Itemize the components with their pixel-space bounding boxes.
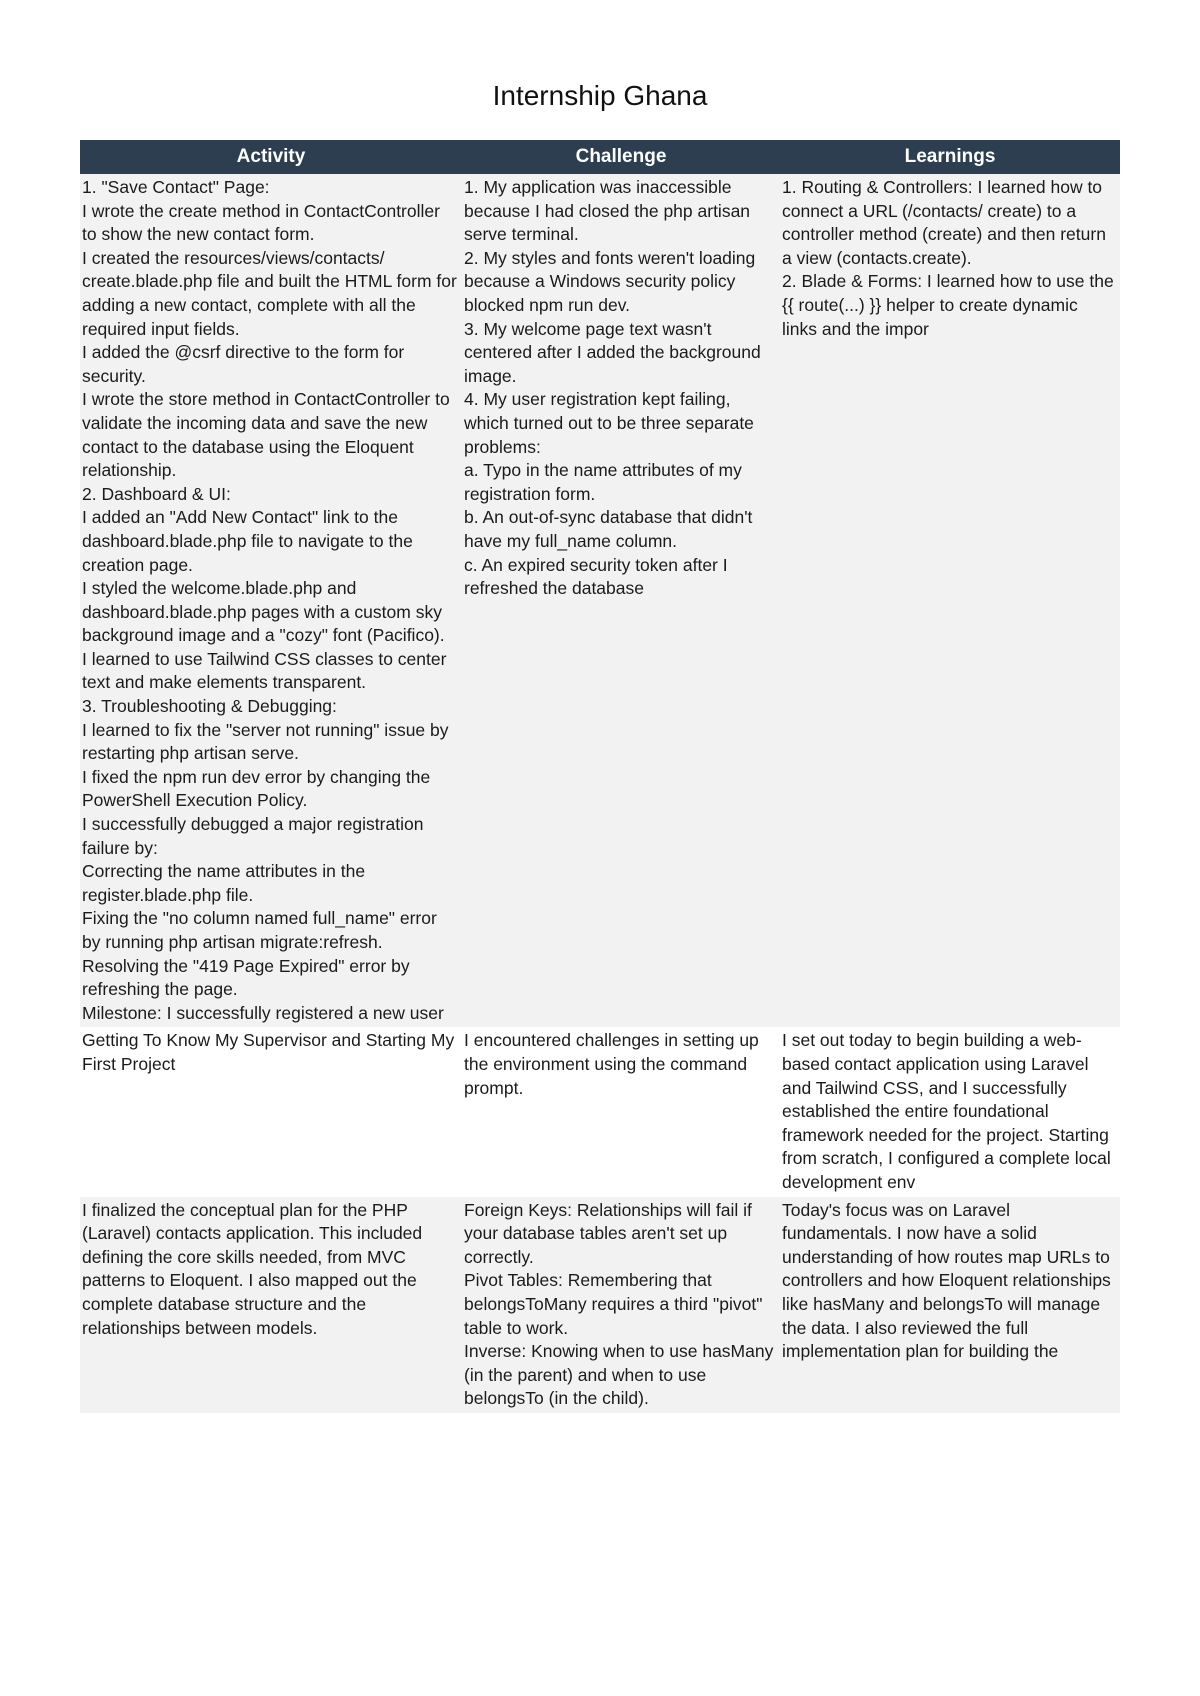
cell-line: Fixing the "no column named full_name" error by running php artisan migrate:refresh. <box>82 908 437 952</box>
table-row <box>80 1027 1120 1196</box>
cell-line: I added the @csrf directive to the form for security. <box>82 342 405 386</box>
cell-line: 2. My styles and fonts weren't loading because a Windows security policy blocked npm run dev. <box>464 247 756 315</box>
activity-cell <box>80 1027 462 1196</box>
cell-line: Inverse: Knowing when to use hasMany (in the parent) and when to use belongsTo (in the child). <box>464 1341 774 1409</box>
cell-line: 1. My application was inaccessible because I had closed the php artisan serve terminal. <box>464 177 751 245</box>
cell-line: I learned to use Tailwind CSS classes to center text and make elements transparent. <box>82 648 447 693</box>
cell-line: 3. My welcome page text wasn't centered after I added the background image. <box>464 318 761 386</box>
table-row <box>80 174 1120 1027</box>
cell-line: 1. Routing & Controllers: I learned how to connect a URL (/contacts/ create) to a controller method (create) and then return a view (contacts.create). <box>782 177 1106 268</box>
cell-line: Foreign Keys: Relationships will fail if your database tables aren't set up correctly. <box>464 1199 752 1267</box>
cell-line: I added an "Add New Contact" link to the dashboard.blade.php file to navigate to the creation page. <box>82 507 413 575</box>
activity-cell <box>80 174 462 1027</box>
learnings-cell <box>780 1197 1120 1413</box>
cell-line: 2. Blade & Forms: I learned how to use the {{ route(...) }} helper to create dynamic links and the impor <box>782 271 1114 339</box>
cell-line: Correcting the name attributes in the register.blade.php file. <box>82 861 366 905</box>
cell-line: 3. Troubleshooting & Debugging: <box>82 696 337 717</box>
cell-line: I wrote the create method in ContactController to show the new contact form. <box>82 200 440 245</box>
cell-line: a. Typo in the name attributes of my registration form. <box>464 460 742 504</box>
cell-line: Milestone: I successfully registered a new user <box>82 1002 444 1023</box>
cell-line: 2. Dashboard & UI: <box>82 483 231 504</box>
table-header-row <box>80 140 1120 174</box>
cell-line: 1. "Save Contact" Page: <box>82 177 270 197</box>
cell-line: I finalized the conceptual plan for the PHP (Laravel) contacts application. This included defining the core skills needed, from MVC patterns to Eloquent. I also mapped out the complete database structure and the relationships between models. <box>82 1199 423 1338</box>
cell-line: Today's focus was on Laravel fundamentals. I now have a solid understanding of how routes map URLs to controllers and how Eloquent relationships like hasMany and belongsTo will manage the data. I also reviewed the full implementation plan for building the <box>782 1199 1111 1362</box>
cell-line: Getting To Know My Supervisor and Starting My First Project <box>82 1030 455 1074</box>
header-activity: Activity <box>80 140 462 174</box>
challenge-cell <box>462 1027 780 1196</box>
activity-log-table <box>80 140 1120 1413</box>
header-learnings: Learnings <box>780 140 1120 174</box>
learnings-cell <box>780 174 1120 1027</box>
learnings-cell <box>780 1027 1120 1196</box>
cell-line: I successfully debugged a major registration failure by: <box>82 814 424 858</box>
cell-line: I wrote the store method in ContactController to validate the incoming data and save the new contact to the database using the Eloquent relationship. <box>82 389 450 481</box>
cell-line: I created the resources/views/contacts/ create.blade.php file and built the HTML form for adding a new contact, complete with all the required input fields. <box>82 247 457 339</box>
header-challenge: Challenge <box>462 140 780 174</box>
challenge-cell <box>462 1197 780 1413</box>
cell-line: I encountered challenges in setting up the environment using the command prompt. <box>464 1030 759 1098</box>
table-row <box>80 1197 1120 1413</box>
page-title: Internship Ghana <box>492 80 708 111</box>
cell-line: 4. My user registration kept failing, which turned out to be three separate problems: <box>464 389 754 457</box>
cell-line: I learned to fix the "server not running" issue by restarting php artisan serve. <box>82 719 449 764</box>
cell-line: c. An expired security token after I refreshed the database <box>464 554 728 599</box>
cell-line: Pivot Tables: Remembering that belongsToMany requires a third "pivot" table to work. <box>464 1270 763 1338</box>
cell-line: b. An out-of-sync database that didn't have my full_name column. <box>464 507 753 551</box>
activity-cell <box>80 1197 462 1413</box>
cell-line: I fixed the npm run dev error by changing the PowerShell Execution Policy. <box>82 766 431 811</box>
cell-line: I styled the welcome.blade.php and dashboard.blade.php pages with a custom sky background image and a "cozy" font (Pacifico). <box>82 578 445 646</box>
cell-line: Resolving the "419 Page Expired" error by refreshing the page. <box>82 955 410 1000</box>
challenge-cell <box>462 174 780 1027</box>
cell-line: I set out today to begin building a web-based contact application using Laravel and Tailwind CSS, and I successfully established the entire foundational framework needed for the project. Starting from scratch, I configured a complete local development env <box>782 1030 1111 1192</box>
